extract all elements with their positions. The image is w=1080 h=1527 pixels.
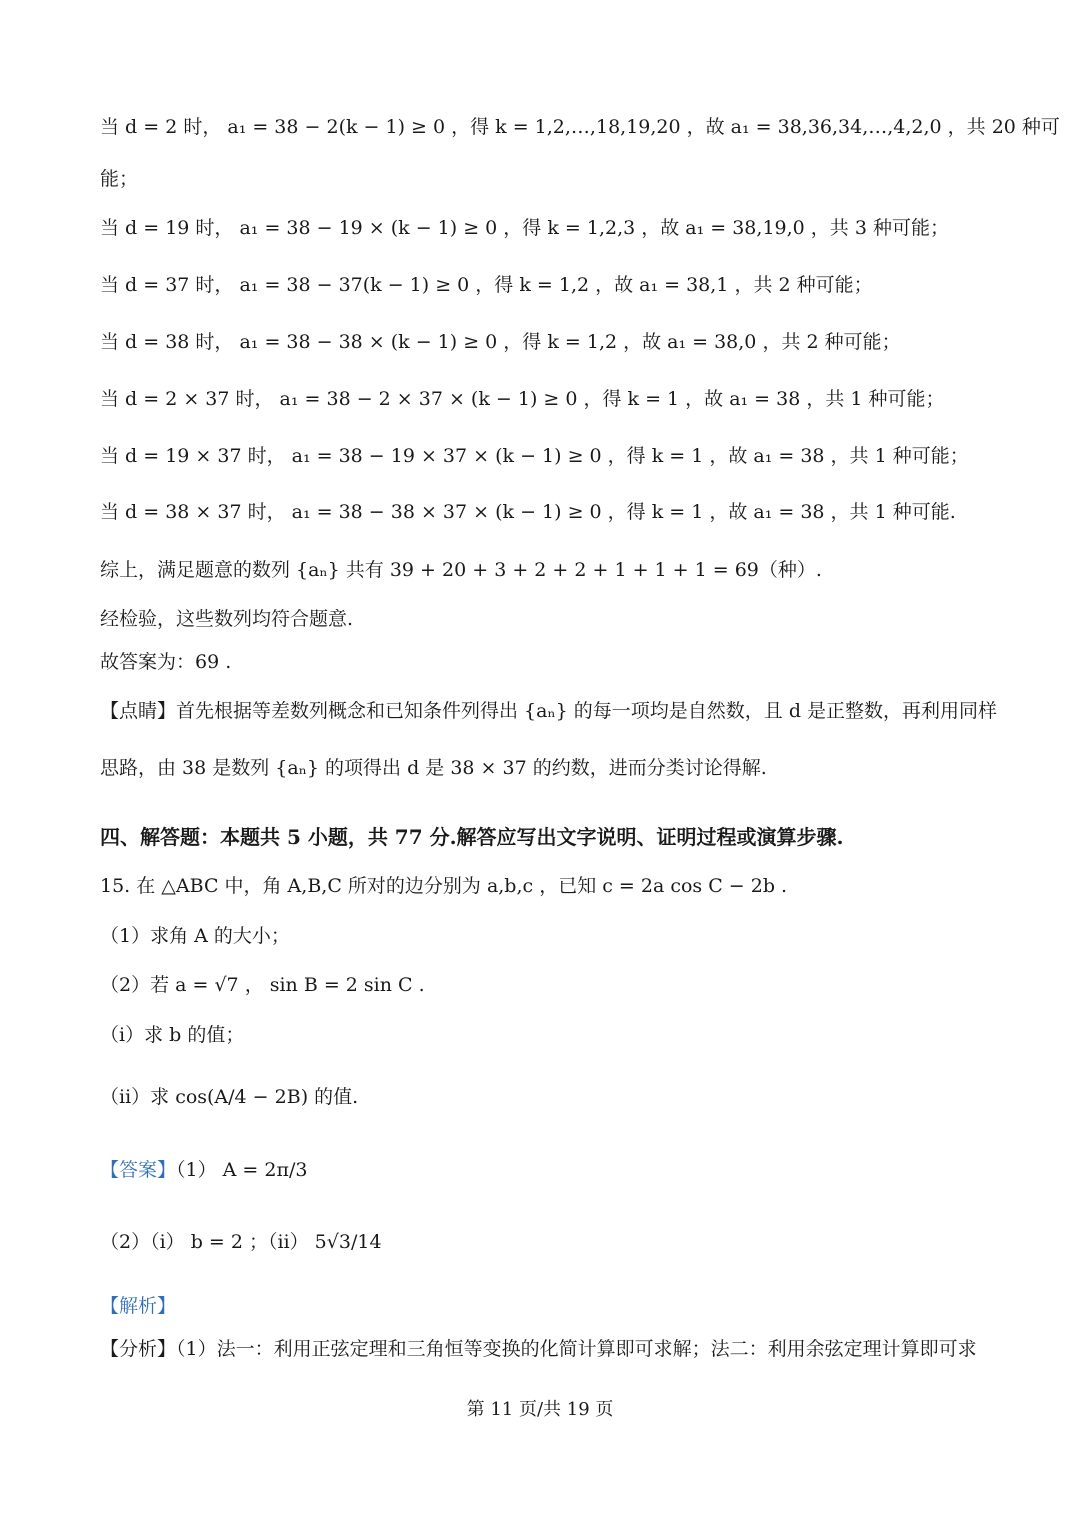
case-line: 当 d = 19 时， a₁ = 38 − 19 × (k − 1) ≥ 0 ，得 k = 1,2,3 ，故 a₁ = 38,19,0 ，共 3 种可能； — [100, 217, 949, 239]
question-part: （1）求角 A 的大小； — [100, 925, 290, 947]
summary: 综上，满足题意的数列 {aₙ} 共有 39 + 20 + 3 + 2 + 2 + 1 + 1 + 1 = 69（种）. — [100, 559, 822, 581]
answer-line: （2）（ⅰ） b = 2 ；（ⅱ） 5√3/14 — [100, 1231, 382, 1253]
page-footer: 第 11 页/共 19 页 — [466, 1399, 614, 1420]
answer-tag: 【答案】 — [100, 1159, 177, 1181]
case-line: 当 d = 38 时， a₁ = 38 − 38 × (k − 1) ≥ 0 ，得 k = 1,2 ，故 a₁ = 38,0 ，共 2 种可能； — [100, 331, 901, 353]
case-line: 当 d = 2 时， a₁ = 38 − 2(k − 1) ≥ 0 ，得 k = 1,2,…,18,19,20 ，故 a₁ = 38,36,34,…,4,2,0 ，共 20 种可 — [100, 116, 1060, 138]
question-part: （2）若 a = √7 ， sin B = 2 sin C . — [100, 974, 425, 996]
case-line: 当 d = 19 × 37 时， a₁ = 38 − 19 × 37 × (k − 1) ≥ 0 ，得 k = 1 ，故 a₁ = 38 ，共 1 种可能； — [100, 445, 969, 467]
analysis-tag: 【解析】 — [100, 1295, 177, 1317]
analysis-text: 【分析】（1）法一：利用正弦定理和三角恒等变换的化简计算即可求解；法二：利用余弦定理计算即可求 — [100, 1338, 977, 1360]
section-heading: 四、解答题：本题共 5 小题，共 77 分.解答应写出文字说明、证明过程或演算步骤. — [100, 825, 844, 849]
question-part: （ⅰ）求 b 的值； — [100, 1024, 245, 1046]
question-stem: 15. 在 △ABC 中，角 A,B,C 所对的边分别为 a,b,c ，已知 c = 2a cos C − 2b . — [100, 875, 788, 897]
answer-line — [100, 1156, 990, 1184]
verification: 经检验，这些数列均符合题意. — [100, 608, 354, 630]
answer-text: （1） A = 2π/3 — [176, 1159, 308, 1181]
remark-line: 【点睛】首先根据等差数列概念和已知条件列得出 {aₙ} 的每一项均是自然数，且 d 是正整数，再利用同样 — [100, 700, 998, 722]
case-line: 当 d = 38 × 37 时， a₁ = 38 − 38 × 37 × (k − 1) ≥ 0 ，得 k = 1 ，故 a₁ = 38 ，共 1 种可能. — [100, 501, 956, 523]
question-part: （ⅱ）求 cos(A/4 − 2B) 的值. — [100, 1086, 359, 1108]
final-answer: 故答案为：69 . — [100, 651, 232, 673]
case-line: 能； — [100, 168, 139, 190]
remark-line: 思路，由 38 是数列 {aₙ} 的项得出 d 是 38 × 37 的约数，进而分类讨论得解. — [100, 757, 767, 779]
case-line: 当 d = 37 时， a₁ = 38 − 37(k − 1) ≥ 0 ，得 k = 1,2 ，故 a₁ = 38,1 ，共 2 种可能； — [100, 274, 873, 296]
case-line: 当 d = 2 × 37 时， a₁ = 38 − 2 × 37 × (k − 1) ≥ 0 ，得 k = 1 ，故 a₁ = 38 ，共 1 种可能； — [100, 388, 945, 410]
